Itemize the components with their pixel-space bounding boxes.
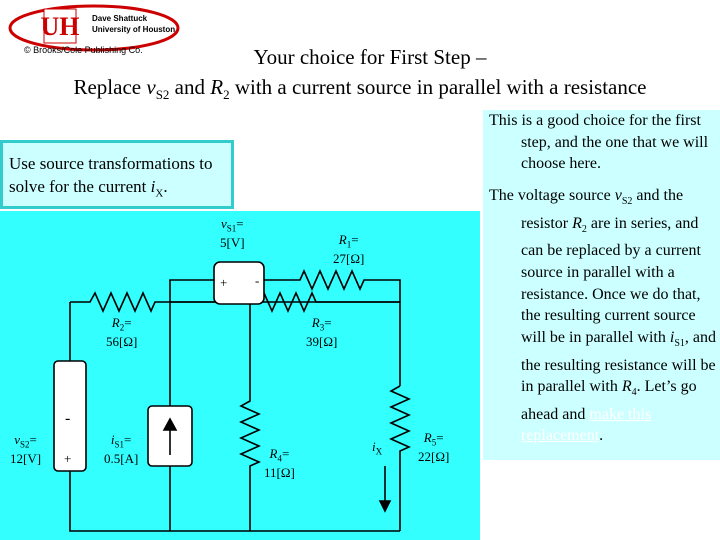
label-r4: $R_4=$ 11[Ω]	[264, 446, 295, 480]
title-line-1: Your choice for First Step –	[253, 45, 487, 69]
label-is1: $i_{S1}=$ 0.5[A]	[104, 432, 139, 466]
logo-name: Dave Shattuck	[92, 14, 148, 23]
notes-panel	[483, 110, 720, 460]
vs2-minus: -	[65, 410, 71, 427]
slide-title	[0, 42, 720, 110]
logo-university: University of Houston	[92, 25, 176, 34]
svg-text:UH: UH	[40, 12, 80, 41]
label-vs2: $v_{S2}=$ 12[V]	[10, 432, 42, 466]
vs1-plus: +	[220, 275, 228, 290]
label-r1: $R_1=$ 27[Ω]	[333, 232, 365, 266]
logo-publisher: © Brooks/Cole Publishing Co.	[24, 45, 143, 55]
label-r2: $R_2=$ 56[Ω]	[106, 315, 138, 349]
r5-resistor	[391, 386, 409, 531]
label-r3: $R_3=$ 39[Ω]	[306, 315, 338, 349]
task-box: Use source transformations to solve for the current $i_X$.	[0, 140, 234, 209]
make-replacement-link[interactable]: make this replacement	[521, 405, 652, 445]
label-r5: $R_5=$ 22[Ω]	[418, 430, 450, 464]
vs2-plus: +	[64, 451, 72, 466]
vs1-minus: -	[255, 273, 260, 288]
label-ix: $i_X$	[372, 439, 383, 457]
arrow-down-icon	[380, 501, 390, 511]
note-1: This is a good choice for the first step, and the one that we will choose here.	[489, 112, 709, 173]
circuit-diagram	[0, 211, 480, 540]
r4-resistor	[241, 302, 259, 531]
title-line-2: Replace $v_{S2}$ and $R_2$ with a current source in parallel with a resistance	[73, 75, 647, 103]
uh-mark-icon	[41, 9, 80, 43]
note-2: The voltage source $v_{S2}$ and the resistor $R_2$ are in series, and can be replaced by a current source in parallel with a resistance. Once we do that, the resulting current source will be in parallel with $i_{S1}$, and the resulting resistance will be in parallel with $R_4$. Let’s go ahead and make this replacement.	[489, 186, 716, 445]
label-vs1: $v_{S1}=$ 5[V]	[220, 216, 245, 250]
